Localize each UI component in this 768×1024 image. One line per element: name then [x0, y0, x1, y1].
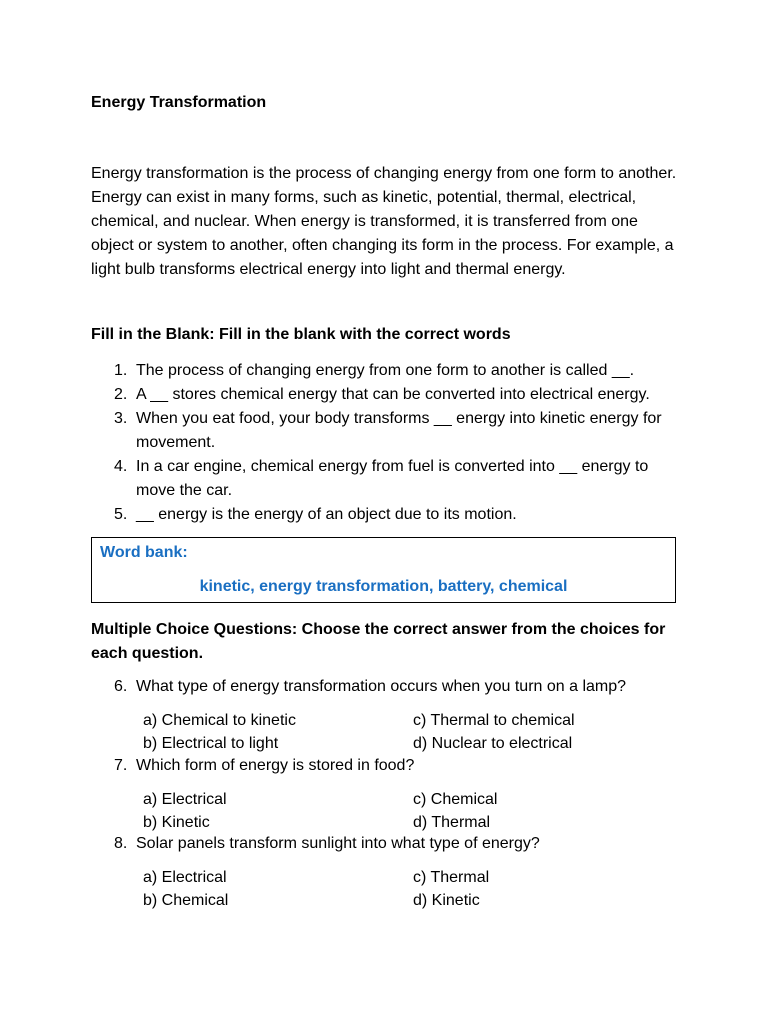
page-title: Energy Transformation [91, 94, 267, 111]
choice-b: b) Electrical to light [143, 735, 279, 752]
choice-d: d) Kinetic [413, 892, 480, 909]
question-text: Solar panels transform sunlight into what type of energy? [136, 835, 540, 852]
fill-in-blank-heading: Fill in the Blank: Fill in the blank with the correct words [91, 326, 511, 343]
multiple-choice-heading: Multiple Choice Questions: Choose the correct answer from the choices for each question. [91, 621, 666, 662]
item-number: 3. [114, 410, 128, 427]
question-number: 8. [114, 835, 128, 852]
choice-d: d) Nuclear to electrical [413, 735, 573, 752]
item-number: 4. [114, 458, 128, 475]
answer-choices [91, 789, 711, 835]
list-item [91, 503, 691, 527]
fill-in-blank-list [91, 359, 691, 527]
item-number: 5. [114, 506, 128, 523]
choice-a: a) Chemical to kinetic [143, 712, 296, 729]
question-number: 6. [114, 678, 128, 695]
question [91, 676, 711, 756]
list-item [91, 359, 691, 383]
item-number: 1. [114, 362, 128, 379]
intro-paragraph: Energy transformation is the process of changing energy from one form to another. Energy can exist in many forms, such as kinetic, potential, thermal, electrical, chemical, and nuclear. When energy is transformed, it is transferred from one object or system to another, often changing its form in the process. For example, a light bulb transforms electrical energy into light and thermal energy. [91, 165, 677, 278]
item-text: A __ stores chemical energy that can be converted into electrical energy. [136, 386, 650, 403]
choice-a: a) Electrical [143, 791, 227, 808]
item-number: 2. [114, 386, 128, 403]
word-bank-label: Word bank: [100, 544, 188, 561]
answer-choices [91, 710, 711, 756]
item-text: In a car engine, chemical energy from fuel is converted into __ energy to move the car. [136, 458, 649, 499]
choice-c: c) Thermal to chemical [413, 712, 575, 729]
question-number: 7. [114, 757, 128, 774]
list-item [91, 383, 691, 407]
question-text: Which form of energy is stored in food? [136, 757, 415, 774]
item-text: When you eat food, your body transforms __ energy into kinetic energy for movement. [136, 410, 662, 451]
list-item [91, 455, 691, 503]
list-item [91, 407, 691, 455]
question [91, 833, 711, 913]
item-text: __ energy is the energy of an object due to its motion. [136, 506, 517, 523]
choice-a: a) Electrical [143, 869, 227, 886]
question [91, 755, 711, 835]
question-text: What type of energy transformation occurs when you turn on a lamp? [136, 678, 627, 695]
item-text: The process of changing energy from one form to another is called __. [136, 362, 635, 379]
answer-choices [91, 867, 711, 913]
choice-d: d) Thermal [413, 814, 491, 831]
choice-c: c) Thermal [413, 869, 490, 886]
word-bank-words: kinetic, energy transformation, battery, chemical [199, 578, 568, 595]
choice-b: b) Kinetic [143, 814, 210, 831]
word-bank-box [91, 537, 676, 603]
choice-b: b) Chemical [143, 892, 229, 909]
choice-c: c) Chemical [413, 791, 498, 808]
